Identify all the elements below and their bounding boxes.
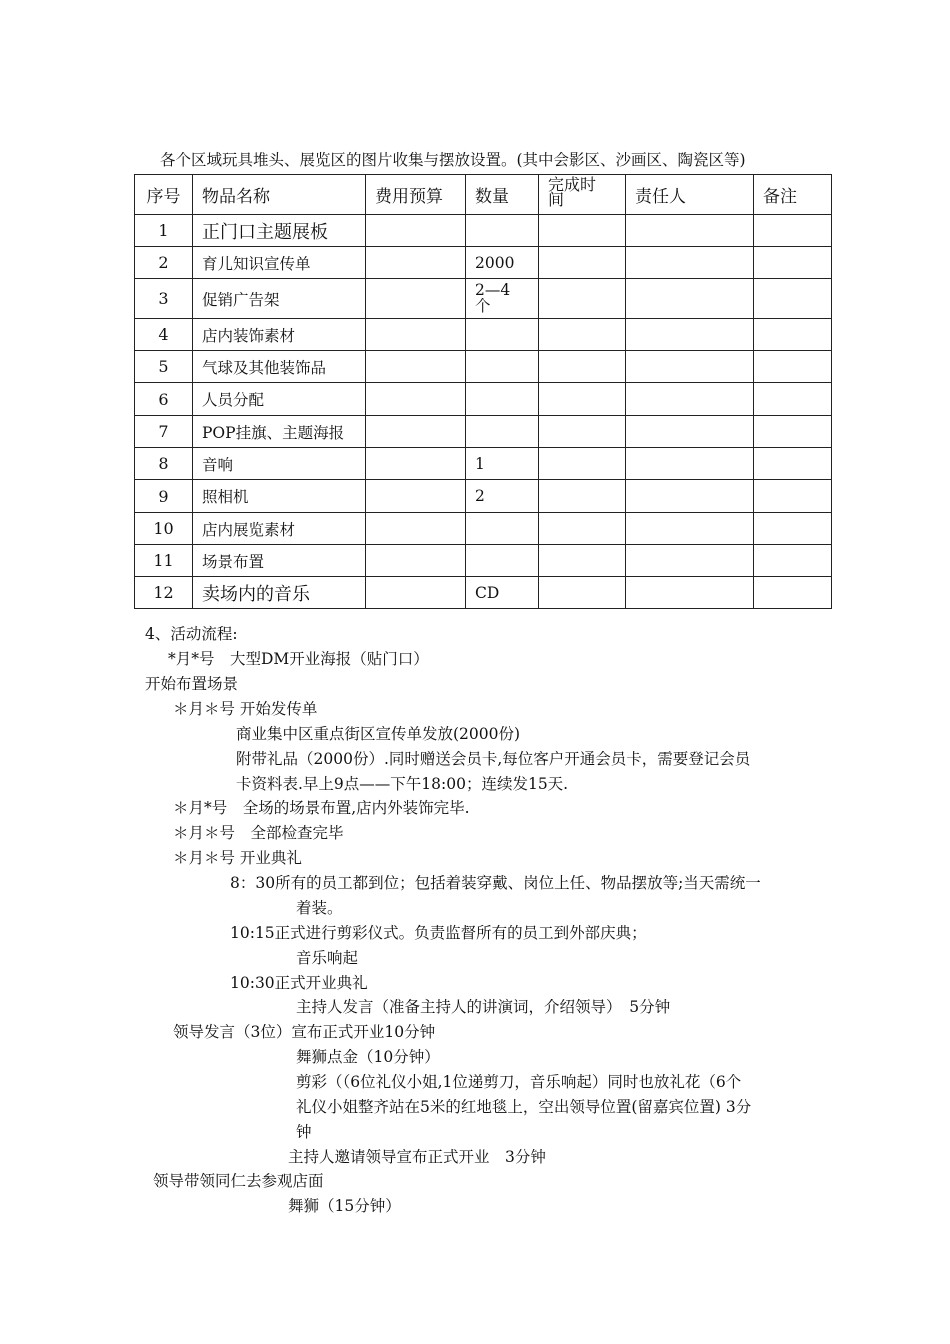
row-budget: [366, 279, 466, 319]
flow-line: 卡资料表.早上9点——下午18:00；连续发15天.: [236, 775, 569, 793]
header-time: [539, 175, 626, 215]
row-qty: [466, 319, 539, 351]
table-row: [135, 215, 832, 247]
flow-line: 舞狮（15分钟）: [288, 1197, 401, 1215]
row-budget: [366, 416, 466, 448]
row-owner: [626, 480, 754, 513]
row-time: [539, 513, 626, 545]
flow-line: 主持人邀请领导宣布正式开业 3分钟: [288, 1148, 546, 1166]
table-row: [135, 351, 832, 383]
row-name: POP挂旗、主题海报: [193, 416, 366, 448]
row-note: [754, 319, 832, 351]
row-name: 气球及其他装饰品: [193, 351, 366, 383]
header-note: 备注: [754, 175, 832, 215]
row-budget: [366, 513, 466, 545]
flow-line: ＊月＊号 全部检查完毕: [173, 824, 344, 842]
row-no: 5: [135, 351, 193, 383]
row-note: [754, 448, 832, 480]
table-intro-text: 各个区域玩具堆头、展览区的图片收集与摆放设置。(其中会影区、沙画区、陶瓷区等): [160, 151, 746, 169]
row-name: 照相机: [193, 480, 366, 513]
row-budget: [366, 383, 466, 416]
row-owner: [626, 383, 754, 416]
table-row: [135, 416, 832, 448]
flow-line: ＊月＊号 开始发传单: [173, 700, 318, 718]
row-note: [754, 416, 832, 448]
row-name: 场景布置: [193, 545, 366, 577]
row-time: [539, 319, 626, 351]
row-owner: [626, 351, 754, 383]
row-time: [539, 545, 626, 577]
flow-line: 剪彩（（6位礼仪小姐,1位递剪刀，音乐响起）同时也放礼花（6个: [296, 1073, 742, 1091]
row-note: [754, 279, 832, 319]
flow-line: 10:30正式开业典礼: [230, 974, 368, 992]
row-note: [754, 513, 832, 545]
flow-line: 舞狮点金（10分钟）: [296, 1048, 440, 1066]
table-row: [135, 513, 832, 545]
row-name: 育儿知识宣传单: [193, 247, 366, 279]
header-no: 序号: [135, 175, 193, 215]
row-time: [539, 215, 626, 247]
row-name: 正门口主题展板: [193, 215, 366, 247]
row-note: [754, 383, 832, 416]
header-qty: 数量: [466, 175, 539, 215]
row-time: [539, 351, 626, 383]
row-qty: [466, 545, 539, 577]
row-owner: [626, 215, 754, 247]
row-qty: [466, 351, 539, 383]
row-time: [539, 480, 626, 513]
flow-line: *月*号 大型DM开业海报（贴门口）: [168, 650, 429, 668]
table-row: [135, 279, 832, 319]
table-row: [135, 545, 832, 577]
row-no: 2: [135, 247, 193, 279]
row-name: 卖场内的音乐: [193, 577, 366, 609]
row-note: [754, 351, 832, 383]
table-row: [135, 480, 832, 513]
row-note: [754, 215, 832, 247]
row-budget: [366, 448, 466, 480]
flow-line: 领导发言（3位）宣布正式开业10分钟: [173, 1023, 436, 1041]
row-name: 促销广告架: [193, 279, 366, 319]
flow-line: 商业集中区重点街区宣传单发放(2000份): [236, 725, 521, 743]
table-row: [135, 247, 832, 279]
row-no: 6: [135, 383, 193, 416]
row-no: 1: [135, 215, 193, 247]
row-qty: [466, 279, 539, 319]
table-row: [135, 577, 832, 609]
row-note: [754, 545, 832, 577]
row-time: [539, 448, 626, 480]
table-row: [135, 319, 832, 351]
flow-line: 主持人发言（准备主持人的讲演词，介绍领导） 5分钟: [296, 998, 671, 1016]
header-name: 物品名称: [193, 175, 366, 215]
flow-line: 着装。: [296, 899, 343, 917]
row-name: 音响: [193, 448, 366, 480]
row-qty: 2000: [466, 247, 539, 279]
table-row: [135, 448, 832, 480]
flow-line: 音乐响起: [296, 949, 359, 967]
row-note: [754, 480, 832, 513]
row-name: 人员分配: [193, 383, 366, 416]
row-note: [754, 247, 832, 279]
row-budget: [366, 247, 466, 279]
row-budget: [366, 319, 466, 351]
row-no: 10: [135, 513, 193, 545]
flow-line: 钟: [296, 1123, 312, 1141]
row-name: 店内装饰素材: [193, 319, 366, 351]
flow-line: 附带礼品（2000份）.同时赠送会员卡,每位客户开通会员卡，需要登记会员: [236, 750, 751, 768]
row-no: 12: [135, 577, 193, 609]
row-no: 8: [135, 448, 193, 480]
row-no: 11: [135, 545, 193, 577]
row-note: [754, 577, 832, 609]
row-qty: [466, 416, 539, 448]
row-qty: [466, 215, 539, 247]
flow-line: 10:15正式进行剪彩仪式。负责监督所有的员工到外部庆典；: [230, 924, 647, 942]
row-budget: [366, 351, 466, 383]
row-no: 7: [135, 416, 193, 448]
row-budget: [366, 545, 466, 577]
flow-line: 领导带领同仁去参观店面: [153, 1172, 324, 1190]
row-time: [539, 279, 626, 319]
row-budget: [366, 480, 466, 513]
flow-heading: 4、活动流程:: [145, 625, 238, 643]
row-budget: [366, 577, 466, 609]
row-owner: [626, 577, 754, 609]
row-time: [539, 416, 626, 448]
row-no: 4: [135, 319, 193, 351]
flow-line: 8：30所有的员工都到位；包括着装穿戴、岗位上任、物品摆放等;当天需统一: [230, 874, 761, 892]
table-row: [135, 383, 832, 416]
flow-line: ＊月＊号 开业典礼: [173, 849, 302, 867]
table-header-row: [135, 175, 832, 215]
row-owner: [626, 416, 754, 448]
row-qty: 2: [466, 480, 539, 513]
row-qty: 1: [466, 448, 539, 480]
row-time: [539, 383, 626, 416]
row-qty: [466, 513, 539, 545]
row-owner: [626, 513, 754, 545]
row-no: 9: [135, 480, 193, 513]
row-budget: [366, 215, 466, 247]
row-qty: [466, 383, 539, 416]
row-owner: [626, 448, 754, 480]
row-owner: [626, 545, 754, 577]
flow-line: ＊月*号 全场的场景布置,店内外装饰完毕.: [173, 799, 470, 817]
header-budget: 费用预算: [366, 175, 466, 215]
row-owner: [626, 247, 754, 279]
flow-line: 礼仪小姐整齐站在5米的红地毯上，空出领导位置(留嘉宾位置) 3分: [296, 1098, 752, 1116]
row-owner: [626, 319, 754, 351]
row-owner: [626, 279, 754, 319]
row-qty-text: 2—4个: [475, 281, 511, 315]
row-time: [539, 247, 626, 279]
row-name: 店内展览素材: [193, 513, 366, 545]
header-owner: 责任人: [626, 175, 754, 215]
flow-line: 开始布置场景: [145, 675, 239, 693]
header-time-text: 完成时间: [548, 175, 597, 210]
row-no: 3: [135, 279, 193, 319]
row-time: [539, 577, 626, 609]
row-qty: CD: [466, 577, 539, 609]
items-table: [134, 174, 832, 609]
